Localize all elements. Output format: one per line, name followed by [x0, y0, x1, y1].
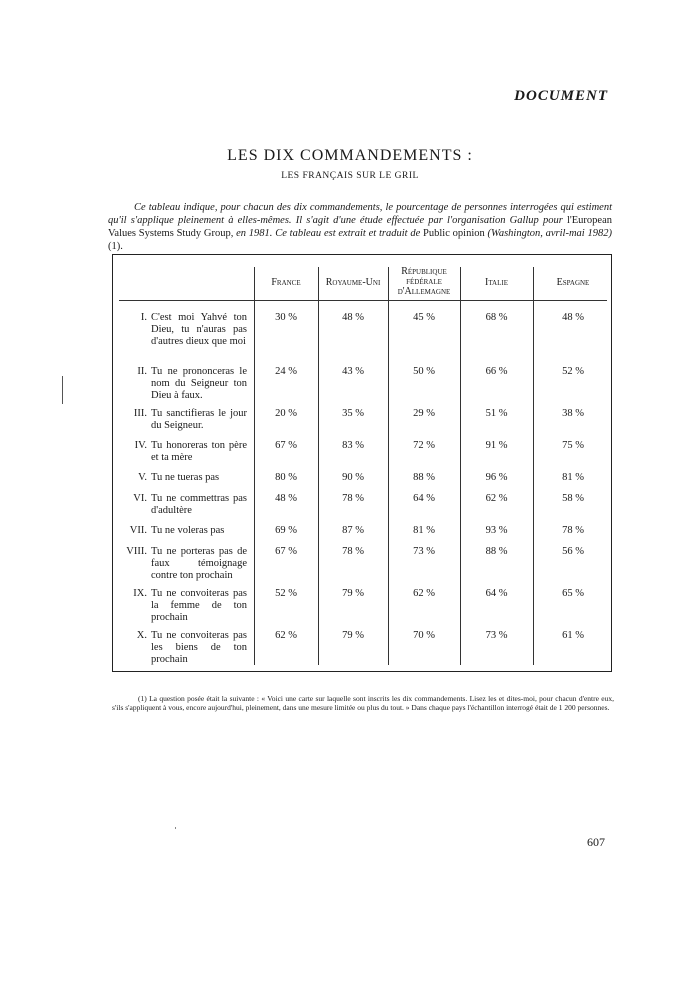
column-divider: [254, 267, 255, 665]
column-divider: [460, 267, 461, 665]
row-label: X. Tu ne convoiteras pas les biens de ton prochain: [136, 630, 247, 665]
value-france: 48 %: [275, 493, 297, 504]
intro-text-3: (Washington, avril-mai 1982): [484, 228, 613, 239]
column-divider: [533, 267, 534, 665]
column-divider: [318, 267, 319, 665]
value-espagne: 61 %: [562, 630, 584, 641]
column-header-italie: Italie: [485, 277, 508, 288]
row-label: VI. Tu ne commettras pas d'adultère: [133, 493, 247, 516]
value-espagne: 81 %: [562, 472, 584, 483]
value-italie: 73 %: [485, 630, 508, 641]
value-espagne: 48 %: [562, 312, 584, 323]
value-france: 20 %: [275, 408, 297, 419]
value-rfa: 70 %: [413, 630, 435, 641]
value-rfa: 64 %: [413, 493, 435, 504]
value-france: 30 %: [275, 312, 297, 323]
value-italie: 62 %: [485, 493, 508, 504]
value-rfa: 50 %: [413, 366, 435, 377]
value-france: 80 %: [275, 472, 297, 483]
page-number: 607: [587, 835, 605, 849]
row-label: IV. Tu honoreras ton père et ta mère: [134, 440, 247, 463]
value-rfa: 62 %: [413, 588, 435, 599]
value-royaume-uni: 79 %: [342, 630, 364, 641]
value-italie: 64 %: [485, 588, 508, 599]
page-title: LES DIX COMMANDEMENTS :: [227, 147, 473, 164]
intro-org-name: l'European Values Systems Study Group: [108, 215, 612, 239]
value-france: 69 %: [275, 525, 297, 536]
value-royaume-uni: 35 %: [342, 408, 364, 419]
value-espagne: 56 %: [562, 546, 584, 557]
value-france: 67 %: [275, 440, 297, 451]
value-france: 24 %: [275, 366, 297, 377]
value-italie: 91 %: [485, 440, 508, 451]
column-divider: [388, 267, 389, 665]
value-italie: 68 %: [485, 312, 508, 323]
row-label: V. Tu ne tueras pas: [138, 472, 220, 483]
row-label: I. C'est moi Yahvé ton Dieu, tu n'auras pas d'autres dieux que moi: [140, 312, 247, 347]
intro-text-2: , en 1981. Ce tableau est extrait et traduit de: [230, 228, 424, 239]
value-italie: 88 %: [485, 546, 508, 557]
header-rule: [119, 300, 607, 301]
intro-footnote-ref: (1).: [108, 241, 123, 252]
margin-mark: [62, 376, 63, 404]
value-france: 67 %: [275, 546, 297, 557]
value-italie: 66 %: [485, 366, 508, 377]
value-rfa: 72 %: [413, 440, 435, 451]
section-tag: DOCUMENT: [514, 88, 608, 104]
value-rfa: 81 %: [413, 525, 435, 536]
value-espagne: 78 %: [562, 525, 584, 536]
value-espagne: 52 %: [562, 366, 584, 377]
value-royaume-uni: 87 %: [342, 525, 364, 536]
value-rfa: 45 %: [413, 312, 435, 323]
column-header-rfa: République fédérale d'Allemagne: [397, 266, 451, 297]
row-label: III. Tu sanctifieras le jour du Seigneur.: [133, 408, 247, 431]
value-italie: 93 %: [485, 525, 508, 536]
row-label: VII. Tu ne voleras pas: [129, 525, 225, 536]
page-subtitle: LES FRANÇAIS SUR LE GRIL: [281, 171, 419, 181]
value-espagne: 58 %: [562, 493, 584, 504]
row-label: VIII. Tu ne porteras pas de faux témoignage contre ton prochain: [126, 546, 247, 581]
row-label: IX. Tu ne convoiteras pas la femme de ton prochain: [133, 588, 247, 623]
column-header-france: France: [271, 277, 301, 288]
value-rfa: 73 %: [413, 546, 435, 557]
value-royaume-uni: 78 %: [342, 493, 364, 504]
intro-paragraph: [108, 201, 612, 253]
row-label: II. Tu ne prononceras le nom du Seigneur ton Dieu à faux.: [137, 366, 247, 401]
column-header-royaume-uni: Royaume-Uni: [325, 277, 381, 288]
intro-text-1: Ce tableau indique, pour chacun des dix commandements, le pourcentage de personnes interrogées qui estiment qu'il s'applique pleinement à elles-mêmes. Il s'agit d'une étude effectuée par l'organisation Gallup pour: [108, 202, 612, 226]
value-espagne: 38 %: [562, 408, 584, 419]
value-royaume-uni: 78 %: [342, 546, 364, 557]
value-royaume-uni: 48 %: [342, 312, 364, 323]
value-royaume-uni: 83 %: [342, 440, 364, 451]
value-rfa: 88 %: [413, 472, 435, 483]
value-espagne: 75 %: [562, 440, 584, 451]
value-france: 52 %: [275, 588, 297, 599]
commandments-table: [112, 254, 612, 672]
speck: [175, 827, 176, 829]
value-royaume-uni: 43 %: [342, 366, 364, 377]
value-royaume-uni: 90 %: [342, 472, 364, 483]
value-rfa: 29 %: [413, 408, 435, 419]
footnote: (1) La question posée était la suivante : « Voici une carte sur laquelle sont inscrits les dix commandements. Lisez les et dites-moi, pour chacun d'entre eux, s'ils s'appliquent à vous, encore aujourd'hui, pleinement, dans une mesure limitée ou plus du tout. » Dans chaque pays l'échantillon interrogé était de 1 200 personnes.: [112, 694, 614, 712]
value-espagne: 65 %: [562, 588, 584, 599]
value-italie: 51 %: [485, 408, 508, 419]
column-header-espagne: Espagne: [556, 277, 590, 288]
intro-source-name: Public opinion: [423, 228, 485, 239]
value-royaume-uni: 79 %: [342, 588, 364, 599]
value-france: 62 %: [275, 630, 297, 641]
value-italie: 96 %: [485, 472, 508, 483]
